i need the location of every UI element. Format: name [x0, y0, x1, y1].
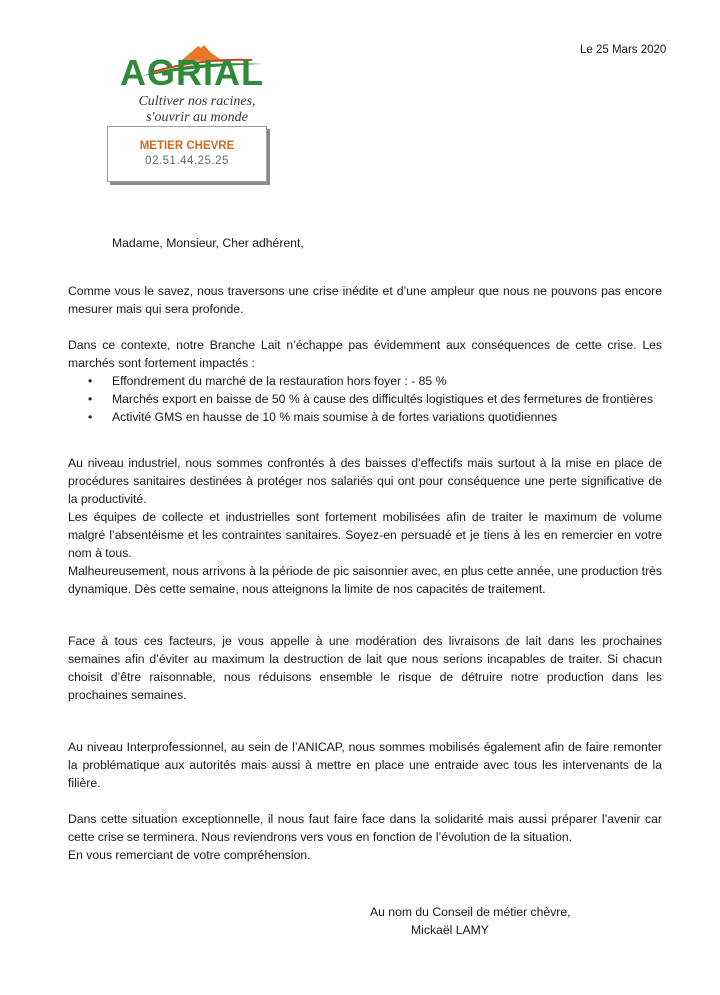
greeting: Madame, Monsieur, Cher adhérent, [112, 236, 304, 250]
paragraph-8: Dans cette situation exceptionnelle, il nous faut faire face dans la solidarité mais aussi préparer l’avenir car cette crise se terminera. Nous reviendrons vers vous en fonction de l’évolution de la situation. [68, 812, 662, 844]
paragraph-6: Face à tous ces facteurs, je vous appelle à une modération des livraisons de lait dans les prochaines semaines afin d’éviter au maximum la destruction de lait que nous serions incapables de traiter. Si chacun choisit d’être raisonnable, nous réduisons ensemble le risque de détruire notre production dans les prochaines semaines. [68, 634, 662, 702]
paragraph-3: Au niveau industriel, nous sommes confrontés à des baisses d’effectifs mais surtout à la mise en place de procédures sanitaires destinées à protéger nos salariés qui ont pour conséquence une perte significative de la productivité. [68, 456, 662, 506]
paragraph-4: Les équipes de collecte et industrielles sont fortement mobilisées afin de traiter le maximum de volume malgré l’absentéisme et les contraintes sanitaires. Soyez-en persuadé et je tiens à les en remercier en votre nom à tous. [68, 510, 662, 560]
department-title: METIER CHEVRE [139, 140, 235, 152]
impact-list [68, 372, 662, 426]
paragraph-2: Dans ce contexte, notre Branche Lait n’échappe pas évidemment aux conséquences de cette crise. Les marchés sont fortement impactés : [68, 338, 662, 370]
list-item: • Activité GMS en hausse de 10 % mais soumise à de fortes variations quotidiennes [68, 408, 662, 426]
letter-body [68, 234, 662, 864]
letter-date: Le 25 Mars 2020 [580, 44, 667, 56]
brand-tagline [112, 94, 282, 126]
paragraph-5: Malheureusement, nous arrivons à la période de pic saisonnier avec, en plus cette année, une production très dynamique. Dès cette semaine, nous atteignons la limite de nos capacités de traitement. [68, 564, 662, 596]
list-item: • Effondrement du marché de la restauration hors foyer : - 85 % [68, 372, 662, 390]
agrial-logo [112, 42, 282, 124]
tagline-line-2: s'ouvrir au monde [146, 110, 248, 125]
brand-name: AGRIAL [120, 52, 264, 93]
signature-block [370, 903, 571, 939]
paragraph-9: En vous remerciant de votre compréhension. [68, 848, 311, 862]
signatory-name: Mickaël LAMY [411, 923, 489, 937]
department-phone: 02.51.44.25.25 [145, 155, 229, 167]
contact-box [107, 126, 267, 182]
list-item: • Marchés export en baisse de 50 % à cause des difficultés logistiques et des fermetures de frontières [68, 390, 662, 408]
signature-line: Au nom du Conseil de métier chèvre, [370, 905, 571, 919]
tagline-line-1: Cultiver nos racines, [138, 94, 256, 109]
paragraph-1: Comme vous le savez, nous traversons une crise inédite et d’une ampleur que nous ne pouvons pas encore mesurer mais qui sera profonde. [68, 284, 662, 316]
paragraph-7: Au niveau Interprofessionnel, au sein de l’ANICAP, nous sommes mobilisés également afin de faire remonter la problématique aux autorités mais aussi à mettre en place une entraide avec tous les intervenants de la filière. [68, 740, 662, 790]
